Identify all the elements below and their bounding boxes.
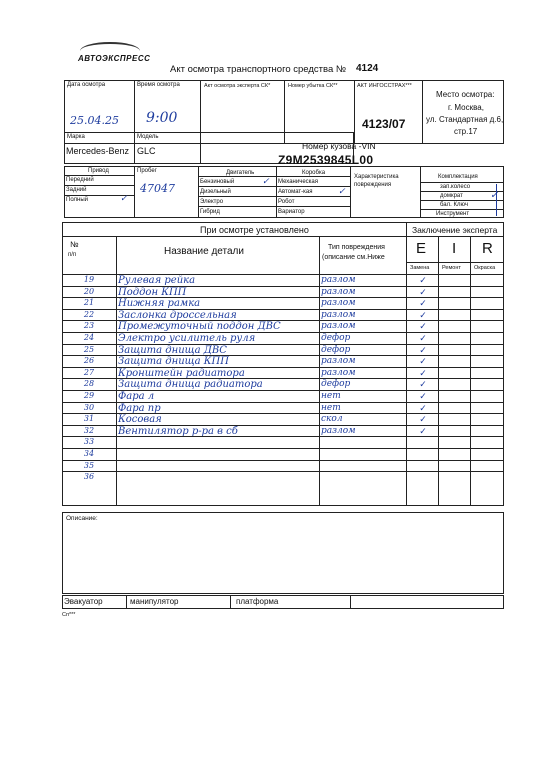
drive-label: Привод (88, 168, 109, 174)
row-number: 27 (83, 367, 95, 377)
description-label: Описание: (66, 515, 98, 522)
gearbox-robot: Робот (278, 199, 295, 205)
row-damage-type: разлом (321, 309, 356, 320)
row-number: 31 (83, 414, 95, 424)
row-number: 22 (83, 309, 95, 319)
engine-diesel: Дизельный (200, 189, 231, 195)
place-line-2: ул. Стандартная д.6, (426, 115, 504, 124)
expert-act-label: Акт осмотра эксперта СК* (204, 83, 271, 89)
row-divider (62, 471, 504, 472)
row-part-name: Рулевая рейка (118, 275, 196, 286)
engine-check-icon: ✓ (262, 177, 270, 187)
gearbox-variator: Вариатор (278, 209, 305, 215)
row-part-name: Защита днища КПП (118, 356, 229, 368)
col-replace-header: Замена (410, 265, 430, 271)
row-number: 34 (83, 449, 95, 458)
row-replace-check-icon: ✓ (419, 298, 427, 309)
loss-number-label: Номер убытка СК** (288, 83, 338, 89)
place-line-1: г. Москва, (448, 103, 484, 112)
ingos-value: 4123/07 (362, 117, 406, 131)
row-damage-type: разлом (321, 425, 356, 436)
gearbox-auto: Автомат-кая (278, 189, 313, 195)
row-number: 23 (83, 321, 95, 331)
brand-label: Марка (67, 134, 85, 140)
mileage-value: 47047 (140, 182, 175, 195)
row-replace-check-icon: ✓ (419, 286, 427, 297)
model-value: GLC (137, 146, 156, 156)
row-damage-type: разлом (321, 298, 356, 309)
row-divider (62, 436, 504, 437)
row-number: 21 (83, 298, 95, 308)
row-damage-type: дефор (321, 344, 351, 355)
vin-label: Номер кузова -VIN (302, 141, 376, 151)
damage-char-label: Характеристика (354, 174, 399, 180)
row-replace-check-icon: ✓ (419, 414, 427, 425)
place-label: Место осмотра: (436, 90, 495, 99)
row-damage-type: нет (321, 402, 341, 413)
mileage-label: Пробег (137, 168, 157, 174)
engine-label: Двигатель (226, 170, 255, 176)
evacuator-label: Эвакуатор (64, 597, 103, 606)
row-part-name: Фара пр (118, 402, 161, 414)
row-number: 35 (83, 460, 95, 470)
row-part-name: Заслонка дроссельная (118, 309, 237, 321)
row-damage-type: нет (321, 391, 341, 401)
drive-rear: Задний (66, 187, 87, 193)
brand-value: Mercedes-Benz (66, 146, 130, 156)
row-number: 26 (83, 356, 95, 366)
engine-electro: Электро (200, 199, 224, 205)
row-replace-check-icon: ✓ (419, 391, 427, 401)
kit-check-icon: ✓ (490, 190, 499, 201)
time-label: Время осмотра (137, 82, 180, 88)
place-line-3: стр.17 (454, 127, 478, 136)
model-label: Модель (137, 134, 159, 140)
row-number: 32 (83, 425, 95, 435)
expert-title: Заключение эксперта (412, 225, 498, 235)
kit-tools: Инструмент (436, 211, 470, 217)
col-paint-header: Окраска (474, 265, 496, 271)
manipulator-label: манипулятор (130, 597, 179, 606)
row-replace-check-icon: ✓ (419, 275, 427, 285)
row-damage-type: разлом (321, 286, 356, 297)
logo: АВТОЭКСПРЕСС (78, 54, 151, 63)
row-part-name: Защита днища радиатора (118, 379, 263, 391)
row-damage-type: дефор (321, 379, 351, 390)
row-damage-type: скол (321, 414, 343, 425)
row-part-name: Фара л (118, 391, 155, 402)
row-replace-check-icon: ✓ (419, 333, 427, 343)
row-part-name: Вентилятор р-ра в сб (118, 425, 238, 437)
row-number: 36 (83, 472, 95, 482)
row-part-name: Кронштейн радиатора (118, 367, 245, 379)
col-damage-header-2: (описание см.Ниже (322, 254, 385, 261)
row-part-name: Поддон КПП (118, 286, 187, 298)
ingos-label: АКТ ИНГОССТРАХ*** (357, 83, 412, 89)
row-replace-check-icon: ✓ (419, 379, 427, 390)
col-r-header: R (482, 240, 493, 257)
kit-spare: зап.колесо (440, 184, 471, 190)
row-replace-check-icon: ✓ (419, 356, 427, 367)
kit-key: бал. Ключ (440, 202, 468, 208)
gearbox-manual: Механическая (278, 179, 319, 185)
col-repair-header: Ремонт (442, 265, 461, 271)
time-value: 9:00 (146, 110, 178, 126)
row-damage-type: разлом (321, 367, 356, 378)
row-replace-check-icon: ✓ (419, 344, 427, 355)
findings-title: При осмотре установлено (200, 225, 309, 235)
col-part-header: Название детали (164, 246, 244, 257)
damage-char-label-2: повреждения (354, 182, 392, 188)
col-i-header: I (452, 240, 457, 257)
row-number: 25 (83, 344, 95, 354)
row-replace-check-icon: ✓ (419, 402, 427, 413)
kit-jack: домкрат (440, 193, 463, 199)
row-number: 33 (83, 437, 95, 447)
platform-label: платформа (236, 597, 279, 606)
page-title: Акт осмотра транспортного средства № (170, 64, 347, 75)
row-replace-check-icon: ✓ (419, 367, 427, 378)
row-part-name: Нижняя рамка (118, 298, 201, 310)
row-number: 24 (83, 333, 95, 342)
row-number: 29 (83, 391, 95, 400)
drive-full: Полный (66, 197, 88, 203)
row-replace-check-icon: ✓ (419, 425, 427, 436)
row-part-name: Защита днища ДВС (118, 344, 227, 356)
row-damage-type: разлом (321, 356, 356, 367)
row-number: 30 (83, 402, 95, 412)
col-num-header: № (70, 240, 79, 249)
gearbox-label: Коробка (302, 170, 326, 176)
col-e-header: E (416, 240, 427, 257)
footer-cut-text: Сп*** (62, 612, 76, 618)
row-divider (62, 460, 504, 461)
row-damage-type: разлом (321, 321, 356, 332)
drive-front: Передний (66, 177, 94, 183)
drive-check-icon: ✓ (120, 194, 128, 204)
engine-hybrid: Гибрид (200, 209, 220, 215)
row-damage-type: разлом (321, 275, 356, 285)
col-damage-header: Тип повреждения (328, 244, 385, 251)
act-number: 4124 (356, 63, 379, 74)
kit-handwritten-line (496, 184, 497, 216)
vin-value: Z9M2539845L00 (278, 153, 374, 167)
row-replace-check-icon: ✓ (419, 309, 427, 320)
row-number: 28 (83, 379, 95, 389)
row-replace-check-icon: ✓ (419, 321, 427, 332)
engine-petrol: Бензиновый (200, 179, 235, 185)
date-label: Дата осмотра (67, 82, 106, 88)
evacuation-row (62, 595, 504, 609)
col-num-header-2: п/п (68, 252, 77, 258)
row-part-name: Косовая (118, 414, 162, 426)
row-number: 20 (83, 286, 95, 296)
date-value: 25.04.25 (70, 114, 119, 127)
row-divider (62, 448, 504, 449)
row-part-name: Промежуточный поддон ДВС (118, 321, 281, 333)
kit-label: Комплектация (438, 174, 478, 180)
description-box (62, 512, 504, 594)
row-number: 19 (83, 275, 95, 284)
row-part-name: Электро усилитель руля (118, 333, 256, 344)
gearbox-check-icon: ✓ (338, 187, 346, 197)
row-damage-type: дефор (321, 333, 351, 343)
